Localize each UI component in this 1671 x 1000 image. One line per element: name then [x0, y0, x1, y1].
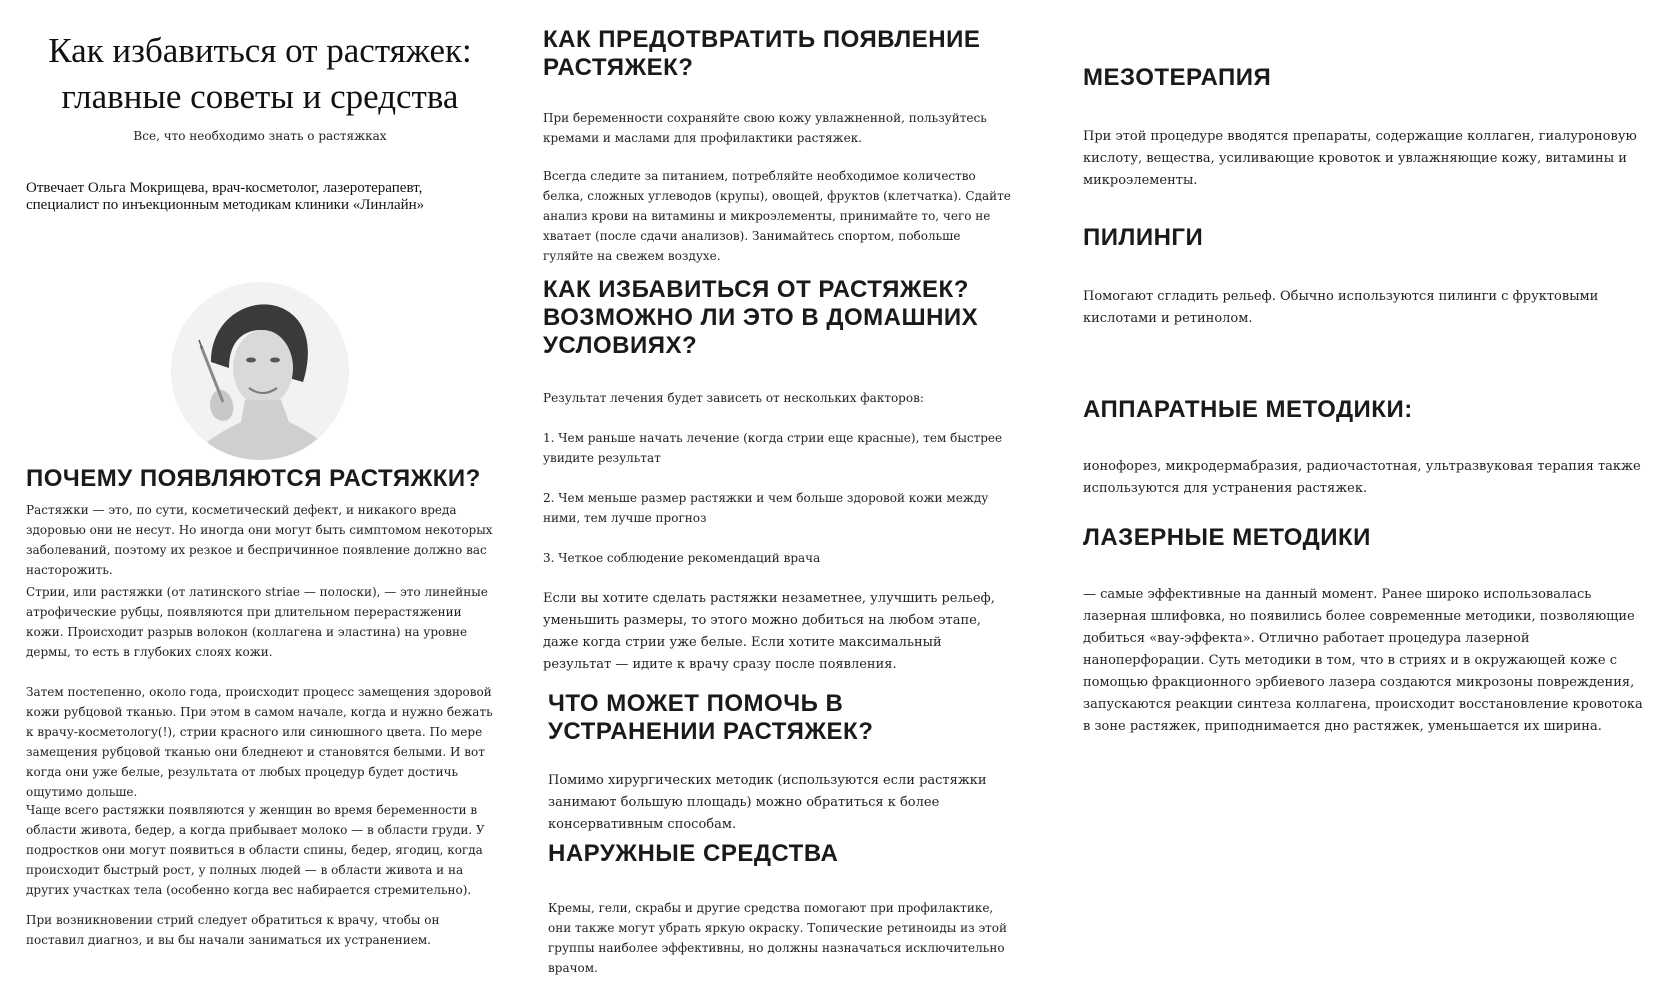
heading-laser: ЛАЗЕРНЫЕ МЕТОДИКИ: [1083, 524, 1371, 551]
help-paragraph: Помимо хирургических методик (используются если растяжки занимают большую площадь) можно обратиться к более консервативным способам.: [548, 773, 987, 832]
why-paragraph-5: При возникновении стрий следует обратиться к врачу, чтобы он поставил диагноз, и вы бы начали заниматься их устранением.: [26, 913, 440, 947]
heading-peelings: ПИЛИНГИ: [1083, 224, 1204, 251]
author-portrait-image: [171, 282, 349, 460]
heading-meso: МЕЗОТЕРАПИЯ: [1083, 64, 1272, 91]
laser-paragraph: — самые эффективные на данный момент. Ранее широко использовалась лазерная шлифовка, но появились более современные методики, позволяющие добиться «вау-эффекта». Отлично работает процедура лазерной наноперфорации. Суть методики в том, что в стриях и в окружающей коже с помощью фракционного эрбиевого лазера создаются микрозоны повреждения, запускаются реакции синтеза коллагена, происходит восстановление кровотока в зоне растяжек, приподнимается дно растяжек, уменьшается их ширина.: [1083, 587, 1643, 734]
hardware-paragraph: ионофорез, микродермабразия, радиочастотная, ультразвуковая терапия также используются для устранения растяжек.: [1083, 459, 1641, 496]
heading-external: НАРУЖНЫЕ СРЕДСТВА: [548, 840, 839, 867]
heading-hardware: АППАРАТНЫЕ МЕТОДИКИ:: [1083, 396, 1413, 423]
why-paragraph-1: Растяжки — это, по сути, косметический дефект, и никакого вреда здоровью они не несут. Но иногда они могут быть симптомом некоторых заболеваний, поэтому их резкое и беспричинное появление должно вас насторожить.: [26, 503, 493, 577]
title-line-2: главные советы и средства: [61, 77, 459, 116]
article-subtitle: Все, что необходимо знать о растяжках: [133, 129, 387, 143]
why-paragraph-4: Чаще всего растяжки появляются у женщин во время беременности в области живота, бедер, а когда прибывает молоко — в области груди. У подростков они могут появиться в области спины, бедер, ягодиц, когда происходит быстрый рост, у полных людей — в области живота и на других участках тела (особенно когда вес набирается стремительно).: [26, 803, 485, 897]
heading-prevent: КАК ПРЕДОТВРАТИТЬ ПОЯВЛЕНИЕ РАСТЯЖЕК?: [543, 26, 981, 81]
home-factor-2: 2. Чем меньше размер растяжки и чем больше здоровой кожи между ними, тем лучше прогноз: [543, 491, 989, 525]
heading-why: ПОЧЕМУ ПОЯВЛЯЮТСЯ РАСТЯЖКИ?: [26, 465, 481, 492]
why-paragraph-3: Затем постепенно, около года, происходит процесс замещения здоровой кожи рубцовой тканью. При этом в самом начале, когда и нужно бежать к врачу-косметологу(!), стрии красного или синюшного цвета. По мере замещения рубцовой тканью они бледнеют и становятся белыми. И вот когда они уже белые, результата от любых процедур будет достичь ощутимо дольше.: [26, 685, 493, 799]
home-intro: Результат лечения будет зависеть от нескольких факторов:: [543, 391, 924, 405]
external-paragraph: Кремы, гели, скрабы и другие средства помогают при профилактике, они также могут убрать яркую окраску. Топические ретиноиды из этой группы наиболее эффективны, но должны назначаться исключительно врачом.: [548, 901, 1008, 975]
author-intro: Отвечает Ольга Мокрищева, врач-косметолог, лазеротерапевт, специалист по инъекционным методикам клиники «Линлайн»: [26, 180, 425, 213]
heading-help: ЧТО МОЖЕТ ПОМОЧЬ В УСТРАНЕНИИ РАСТЯЖЕК?: [548, 690, 874, 745]
peelings-paragraph: Помогают сгладить рельеф. Обычно используются пилинги с фруктовыми кислотами и ретинолом.: [1083, 289, 1599, 326]
prevent-paragraph-2: Всегда следите за питанием, потребляйте необходимое количество белка, сложных углеводов (крупы), овощей, фруктов (клетчатка). Сдайте анализ крови на витамины и микроэлементы, принимайте то, чего не хватает (после сдачи анализов). Занимайтесь спортом, побольше гуляйте на свежем воздухе.: [543, 169, 1011, 263]
title-line-1: Как избавиться от растяжек:: [48, 31, 472, 70]
home-paragraph: Если вы хотите сделать растяжки незаметнее, улучшить рельеф, уменьшить размеры, то этого можно добиться на любом этапе, даже когда стрии уже белые. Если хотите максимальный результат — идите к врачу сразу после появления.: [543, 591, 995, 672]
meso-paragraph: При этой процедуре вводятся препараты, содержащие коллаген, гиалуроновую кислоту, вещества, усиливающие кровоток и увлажняющие кожу, витамины и микроэлементы.: [1083, 129, 1637, 188]
heading-home: КАК ИЗБАВИТЬСЯ ОТ РАСТЯЖЕК? ВОЗМОЖНО ЛИ ЭТО В ДОМАШНИХ УСЛОВИЯХ?: [543, 276, 979, 359]
home-factor-1: 1. Чем раньше начать лечение (когда стрии еще красные), тем быстрее увидите результат: [543, 431, 1003, 465]
article-title: [20, 28, 500, 120]
why-paragraph-2: Стрии, или растяжки (от латинского striae — полоски), — это линейные атрофические рубцы, появляются при длительном перерастяжении кожи. Происходит разрыв волокон (коллагена и эластина) на уровне дермы, то есть в глубоких слоях кожи.: [26, 585, 488, 659]
home-factor-3: 3. Четкое соблюдение рекомендаций врача: [543, 551, 821, 565]
prevent-paragraph-1: При беременности сохраняйте свою кожу увлажненной, пользуйтесь кремами и маслами для профилактики растяжек.: [543, 111, 987, 145]
author-photo: [171, 282, 349, 460]
